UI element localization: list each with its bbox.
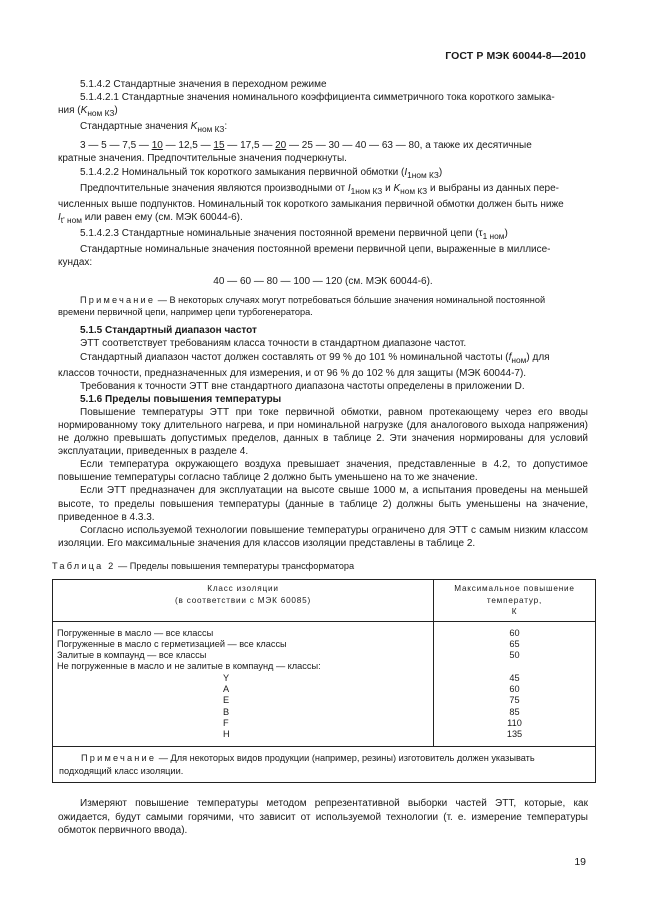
paragraph: Стандартные значения $K_{ном КЗ}$: — [80, 121, 228, 135]
paragraph: кундах: — [58, 257, 93, 269]
table-caption: Таблица 2 — Пределы повышения температуры трансформатора — [52, 560, 355, 571]
table-row-value — [434, 661, 595, 672]
document-body — [52, 78, 588, 837]
paragraph: Предпочтительные значения являются производными от $I_{1ном КЗ}$ и $K_{ном КЗ}$ и выбраны из данных пере- — [80, 182, 559, 196]
class-label: A — [223, 683, 230, 694]
temperature-limits-table — [52, 579, 596, 783]
paragraph: 5.1.4.2.1 Стандартные значения номинального коэффициента симметричного тока короткого замыка- — [80, 92, 555, 104]
class-value: 45 — [509, 672, 520, 683]
paragraph: Если ЭТТ предназначен для эксплуатации на высоте свыше 1000 м, а испытания проведены на меньшей высоте, то пределы повышения температуры (данные в таблице 2) должны быть уменьшены на значение, приведенное в 4.3.3. — [58, 485, 588, 523]
paragraph: классов точности, предназначенных для измерения, и от 96 % до 102 % для защиты (МЭК 60044-7). — [58, 367, 527, 379]
paragraph: Согласно используемой технологии повышение температуры ограничено для ЭТТ с самым низким классом изоляции. Его максимальные значения для классов изоляции представлены в таблице 2. — [58, 524, 588, 549]
paragraph: Стандартные номинальные значения постоянной времени первичной цепи, выраженные в миллисе- — [80, 244, 551, 256]
class-value: 60 — [509, 683, 520, 694]
class-value: 110 — [507, 717, 522, 728]
class-value: 135 — [506, 729, 523, 740]
closing-paragraph: Измеряют повышение температуры методом репрезентативной выборки частей ЭТТ, которые, как ожидается, будут самыми горячими, что зависит от используемой технологии (т. е. измерение температуры обмоток первичного ввода). — [58, 798, 588, 836]
class-label: B — [223, 706, 230, 717]
table-row-value: 60 — [509, 627, 520, 638]
paragraph: 5.1.4.2.2 Номинальный ток короткого замыкания первичной обмотки $(I_{1ном КЗ})$ — [80, 166, 443, 180]
paragraph: 5.1.4.2.3 Стандартные номинальные значения постоянной времени первичной цепи $(\tau_{1 ном})$ — [80, 227, 508, 241]
time-constant-series: 40 — 60 — 80 — 100 — 120 (см. МЭК 60044-6). — [213, 276, 433, 288]
page-number: 19 — [574, 856, 586, 868]
class-label: E — [223, 695, 230, 706]
table-body-values — [434, 621, 596, 747]
table-row-label: Не погруженные в масло и не залитые в компаунд — классы: — [57, 661, 321, 672]
table-row-value: 50 — [509, 650, 520, 661]
class-label: F — [223, 717, 229, 728]
standard-header: ГОСТ Р МЭК 60044-8—2010 — [445, 50, 586, 62]
class-label: H — [223, 729, 230, 740]
table-note: Примечание — Для некоторых видов продукции (например, резины) изготовитель должен указывать подходящий класс изоляции. — [53, 747, 596, 783]
note: Примечание — В некоторых случаях могут потребоваться бóльшие значения номинальной постоянной — [80, 295, 546, 306]
section-516-title: 5.1.6 Пределы повышения температуры — [80, 393, 282, 405]
paragraph: Требования к точности ЭТТ вне стандартного диапазона частоты определены в приложении D. — [80, 380, 525, 392]
table-row-value: 65 — [509, 638, 520, 649]
paragraph: Если температура окружающего воздуха превышает значения, представленные в 4.2, то допустимое повышение температуры согласно таблице 2 должно быть уменьшено на то же значение. — [58, 459, 588, 484]
section-5142-title: 5.1.4.2 Стандартные значения в переходном режиме — [80, 79, 327, 90]
paragraph: кратные значения. Предпочтительные значения подчеркнуты. — [58, 153, 347, 165]
table-row-label: Погруженные в масло с герметизацией — все классы — [57, 638, 287, 649]
value-series: 3 — 5 — 7,5 — 10 — 12,5 — 15 — 17,5 — 20 — 25 — 30 — 40 — 63 — 80, а также их десятичные — [80, 140, 532, 152]
table-header-class: Класс изоляции (в соответствии с МЭК 60085) — [53, 580, 434, 622]
class-value: 85 — [509, 706, 520, 717]
class-label: Y — [223, 672, 230, 683]
note-continued: времени первичной цепи, например цепи турбогенератора. — [58, 307, 313, 318]
paragraph: ЭТТ соответствует требованиям класса точности в стандартном диапазоне частот. — [80, 338, 467, 350]
table-body-labels — [53, 621, 434, 747]
table-header-max-rise: Максимальное повышение температур, К — [434, 580, 596, 622]
table-row-label: Залитые в компаунд — все классы — [57, 650, 207, 661]
paragraph: Повышение температуры ЭТТ при токе первичной обмотки, равном протекающему через его вводы нормированному току длительного нагрева, и при номинальной нагрузке (для аналогового выхода напряжения) не должно превышать допустимых пределов, данных в таблице 2. Эти значения нормированы для условий эксплуатации, приведенных в разделе 4. — [58, 406, 588, 458]
paragraph: ния $(K_{ном КЗ})$ — [58, 105, 118, 119]
section-515-title: 5.1.5 Стандартный диапазон частот — [80, 325, 257, 337]
paragraph: $I_{t' ном}$ или равен ему (см. МЭК 60044-6). — [58, 211, 243, 225]
table-row-label: Погруженные в масло — все классы — [57, 627, 214, 638]
paragraph: Стандартный диапазон частот должен составлять от 99 % до 101 % номинальной частоты $(f_{ном})$ для — [80, 351, 550, 365]
paragraph: численных выше подпунктов. Номинальный ток короткого замыкания первичной обмотки должен быть ниже — [58, 198, 564, 210]
class-value: 75 — [509, 695, 520, 706]
